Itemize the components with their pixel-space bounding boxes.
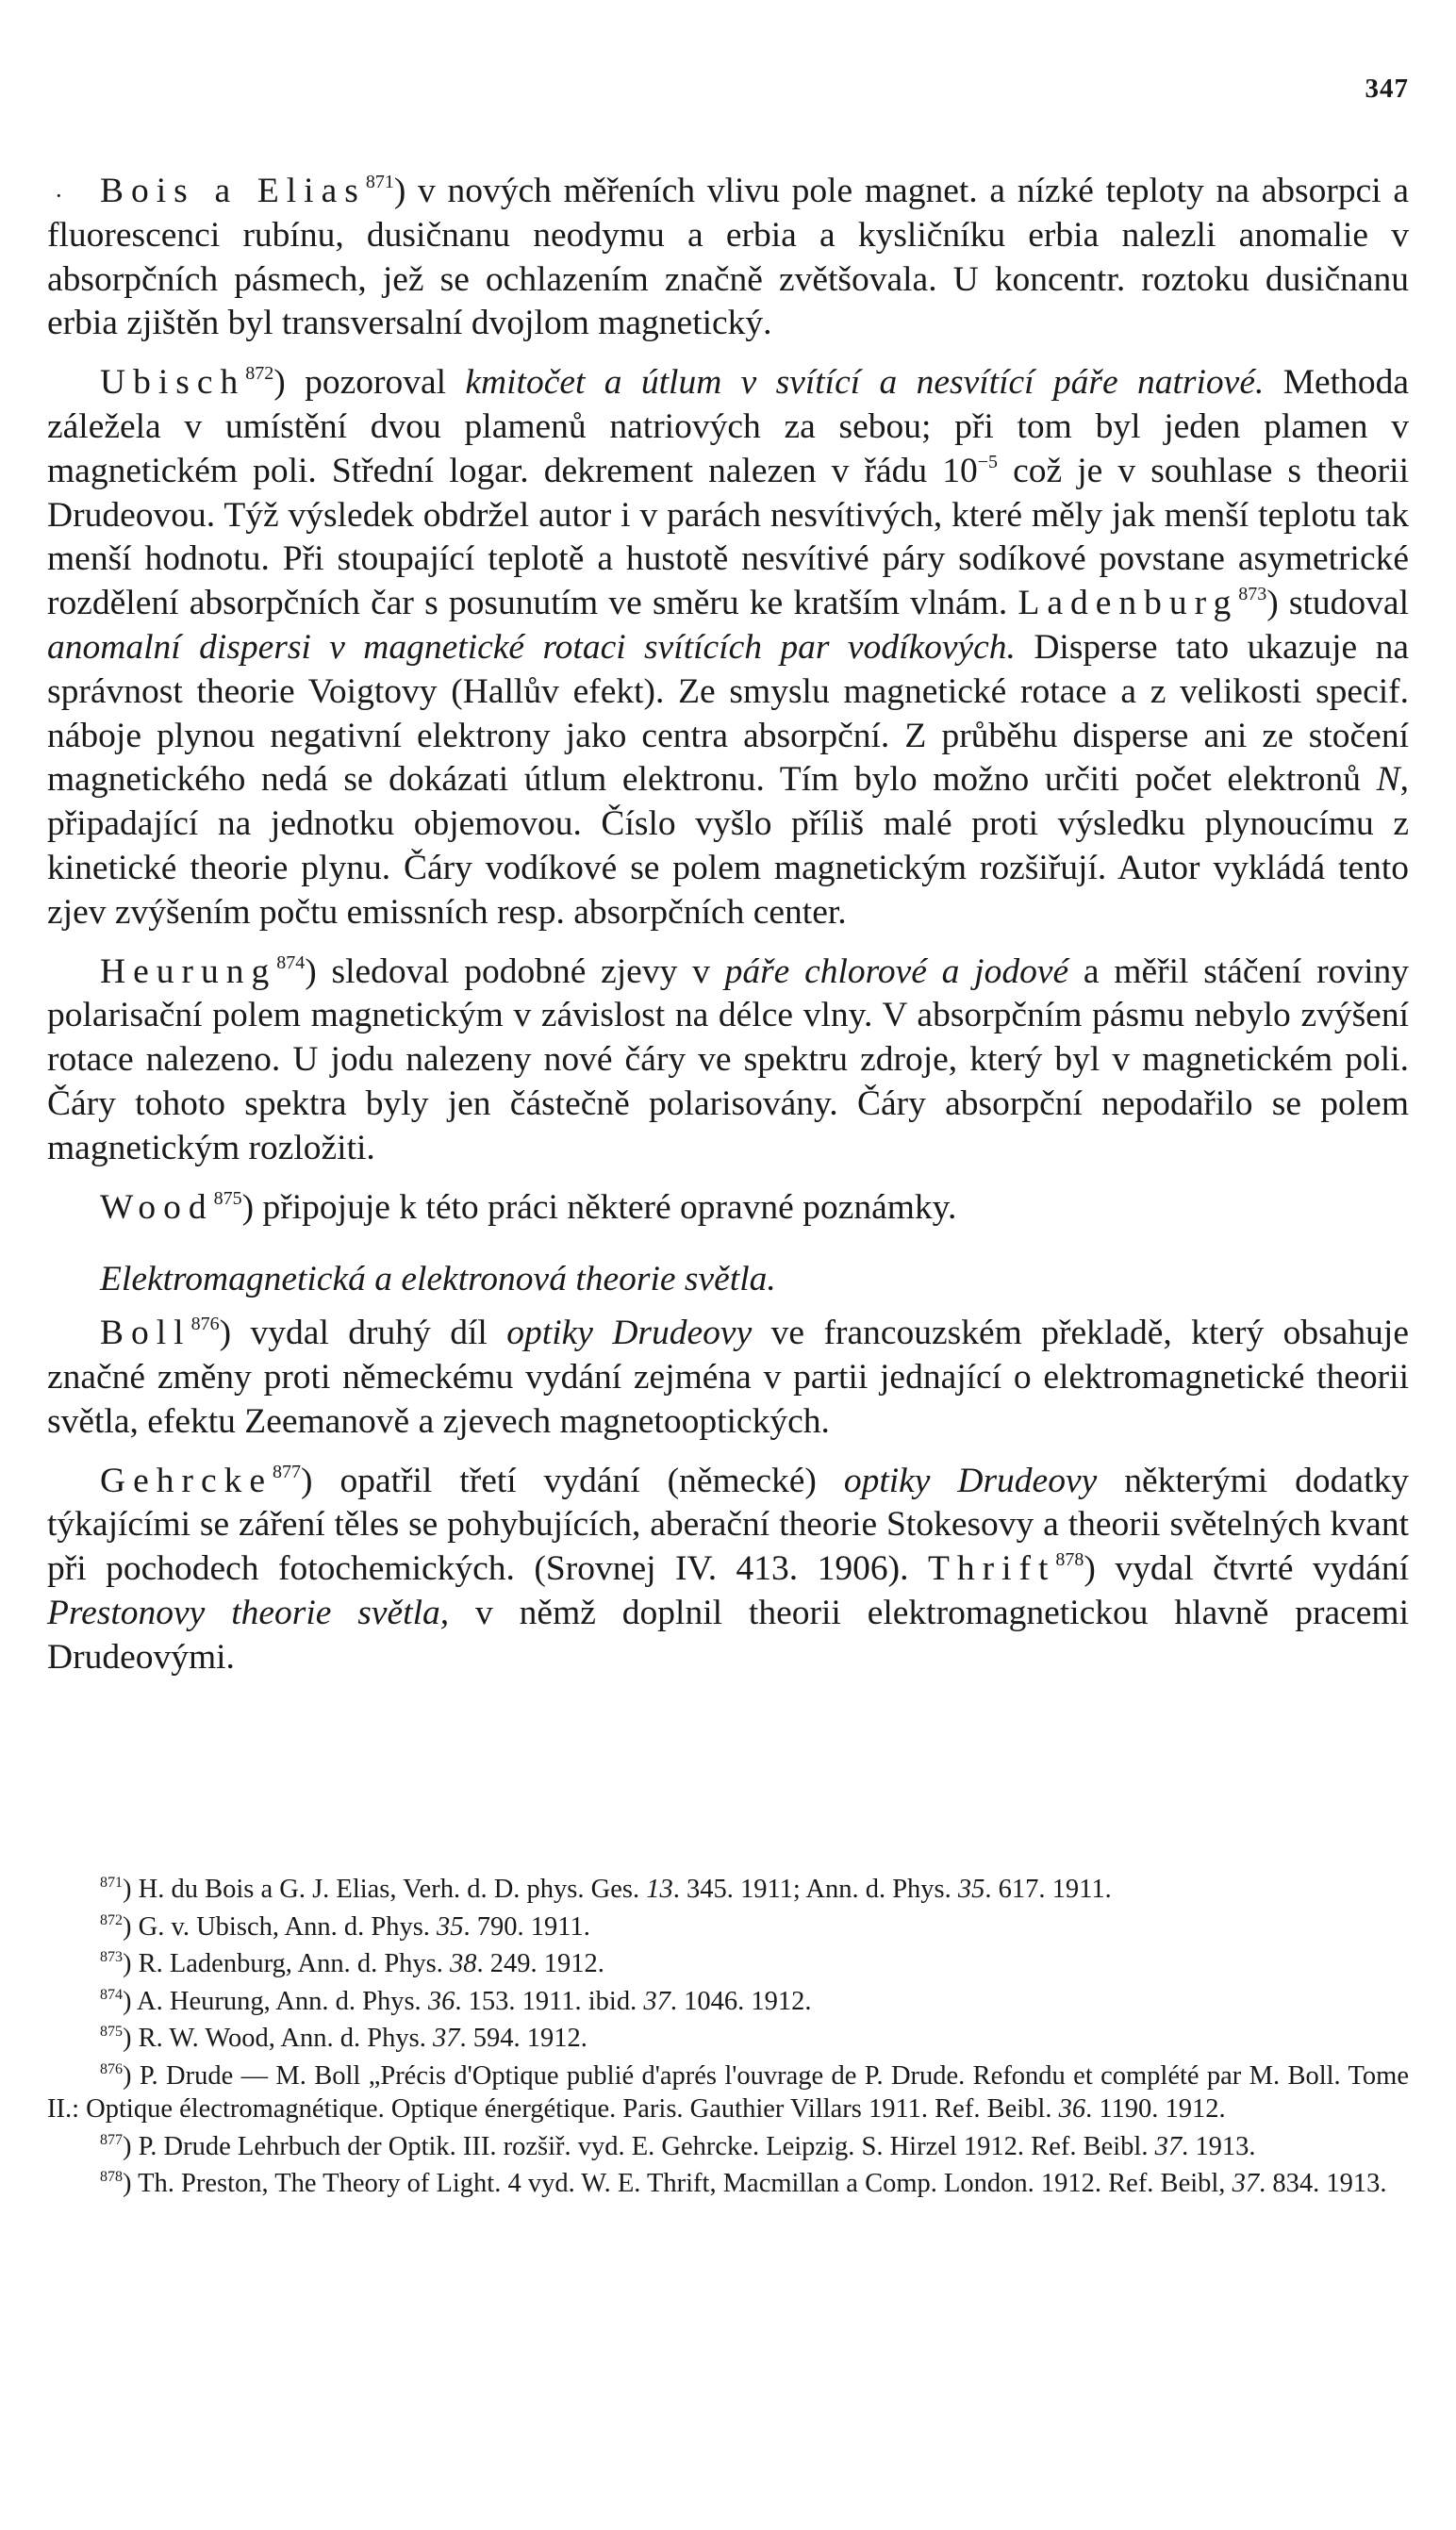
main-text [47, 170, 1409, 1695]
footnote-text: . 594. 1912. [459, 2024, 587, 2053]
italic-symbol: N [1376, 760, 1400, 800]
paragraph-text: ) v nových měřeních vlivu pole magnet. a nízké teploty na absorpci a fluorescenci rubínu, dusičnanu neodymu a erbia a kysličníku erbia nalezli anomalie v absorpčních pásmech, jež se ochlazením značně zvětšovala. U koncentr. roztoku dusičnanu erbia zjištěn byl transversalní dvojlom magnetický. [47, 172, 1409, 343]
italic-title: optiky Drudeovy [506, 1314, 753, 1353]
paragraph-text: některými dodatky týkajícími se záření těles se pohybujících, aberační theorie Stokesovy a theorii světelných kvant při pochodech fotochemických. (Srovnej IV. 413. 1906). [47, 1461, 1409, 1589]
paragraph-wood [47, 1186, 1409, 1231]
footnote-ref[interactable]: 877 [273, 1461, 302, 1482]
footnote-ref[interactable]: 878 [1055, 1549, 1084, 1571]
paragraph-text: ) pozoroval [273, 363, 466, 403]
footnote [47, 2059, 1409, 2126]
paragraph-text: ve francouzském překladě, který obsahuje značné změny proti německému vydání zejména v partii jednající o elektromagnetické theorii světla, efektu Zeemanově a zjevech magnetooptických. [47, 1314, 1409, 1441]
footnote [47, 2022, 1409, 2056]
footnote-text: ) G. v. Ubisch, Ann. d. Phys. [123, 1911, 438, 1942]
page-number: 347 [1365, 74, 1409, 104]
paragraph-gehrcke [47, 1460, 1409, 1680]
paragraph-text: ) opatřil třetí vydání (německé) [301, 1461, 844, 1500]
footnote-number: 871 [100, 1875, 123, 1891]
paragraph-heurung [47, 951, 1409, 1171]
italic-title: kmitočet a útlum v svítící a nesvítící páře natriové. [465, 363, 1265, 403]
footnote [47, 2130, 1409, 2164]
volume-number: 35 [437, 1911, 464, 1942]
footnote-text: ) P. Drude — M. Boll „Précis d'Optique publié d'aprés l'ouvrage de P. Drude. Refondu et complété par M. Boll. Tome II.: Optique électromagnétique. Optique énergétique. Paris. Gauthier Villars 1911. Ref. Beibl. [47, 2060, 1409, 2124]
volume-number: 37 [1154, 2131, 1183, 2161]
italic-title: anomalní dispersi v magnetické rotaci svítících par vodíkových. [47, 627, 1016, 667]
volume-number: 37 [432, 2024, 460, 2053]
footnote-ref[interactable]: 875 [213, 1187, 242, 1209]
footnote [47, 1947, 1409, 1981]
footnote-number: 874 [100, 1986, 123, 2003]
paragraph-text: Methoda záležela v umístění dvou plamenů natriových za sebou; při tom byl jeden plamen v magnetickém poli. Střední logar. dekrement nalezen v řádu 10 [47, 363, 1409, 490]
volume-number: 37 [1232, 2169, 1260, 2198]
footnote [47, 2167, 1409, 2201]
paragraph-text: , připadající na jednotku objemovou. Číslo vyšlo příliš malé proti výsledku plynoucímu z kinetické theorie plynu. Čáry vodíkové se polem magnetickým rozšiřují. Autor vykládá tento zjev zvýšením počtu emissních resp. absorpčních center. [47, 760, 1409, 932]
paragraph-text: ) připojuje k této práci některé opravné poznámky. [241, 1187, 957, 1227]
footnote-text: . 153. 1911. ibid. [455, 1986, 644, 2016]
footnote-ref[interactable]: 873 [1238, 584, 1267, 605]
author-name: Heurung [100, 951, 277, 991]
footnote [47, 1873, 1409, 1907]
footnote [47, 1910, 1409, 1944]
author-name: Wood [100, 1187, 214, 1227]
italic-title: páře chlorové a jodové [724, 951, 1069, 991]
footnote-text: . 249. 1912. [476, 1949, 604, 1978]
footnote-text: ) H. du Bois a G. J. Elias, Verh. d. D. phys. Ges. [123, 1875, 647, 1904]
margin-mark: · [55, 182, 63, 209]
paragraph-text: v němž doplnil theorii elektromagnetickou hlavně pracemi Drudeovými. [47, 1593, 1409, 1677]
footnote-number: 875 [100, 2024, 123, 2040]
author-name: Boll [100, 1314, 191, 1353]
paragraph-bois-elias [47, 170, 1409, 346]
footnotes [47, 1873, 1409, 2205]
footnote-number: 876 [100, 2060, 123, 2077]
footnote-text: . 1190. 1912. [1085, 2094, 1226, 2124]
paragraph-text: což je v souhlase s theorii Drudeovou. Týž výsledek obdržel autor i v parách nesvítivých, které měly jak menší teplotu tak menší hodnotu. Při stoupající teplotě a hustotě nesvítivé páry sodíkové povstane asymetrické rozdělení absorpčních čar s posunutím ve směru ke kratším vlnám. [47, 451, 1409, 623]
paragraph-boll [47, 1312, 1409, 1444]
paragraph-text: a měřil stáčení roviny polarisační polem magnetickým v závislost na délce vlny. V absorpčním pásmu nebylo zvýšení rotace nalezeno. U jodu nalezeny nové čáry ve spektru zdroje, který byl v magnetickém poli. Čáry tohoto spektra byly jen částečně polarisovány. Čáry absorpční nepodařilo se polem magnetickým rozložiti. [47, 951, 1409, 1167]
footnote-text: ) R. Ladenburg, Ann. d. Phys. [123, 1949, 451, 1978]
author-name: Ladenburg [1018, 584, 1239, 623]
footnote-ref[interactable]: 872 [245, 363, 274, 385]
footnote-number: 873 [100, 1949, 123, 1965]
footnote-text: . 1046. 1912. [670, 1986, 812, 2016]
italic-title: Prestonovy theorie světla, [47, 1593, 450, 1632]
footnote-text: . 790. 1911. [463, 1911, 590, 1942]
exponent: −5 [977, 451, 998, 472]
footnote [47, 1985, 1409, 2019]
paragraph-text: ) vydal druhý díl [219, 1314, 507, 1353]
footnote-text: ) A. Heurung, Ann. d. Phys. [123, 1986, 428, 2016]
author-name: Gehrcke [100, 1461, 273, 1500]
footnote-text: . 834. 1913. [1259, 2169, 1387, 2198]
footnote-text: ) R. W. Wood, Ann. d. Phys. [123, 2024, 433, 2053]
footnote-text: . 345. 1911; Ann. d. Phys. [672, 1875, 958, 1904]
footnote-ref[interactable]: 874 [276, 951, 306, 973]
paragraph-text: Disperse tato ukazuje na správnost theorie Voigtovy (Hallův efekt). Ze smyslu magnetické rotace a z velikosti specif. náboje plynou negativní elektrony jako centra absorpční. Z průběhu disperse ani ze stočení magnetického nedá se dokázati útlum elektronu. Tím bylo možno určiti počet elektronů [47, 627, 1409, 800]
footnote-ref[interactable]: 876 [190, 1314, 220, 1335]
footnote-text: . 617. 1911. [984, 1875, 1112, 1904]
author-name: Thrift [927, 1549, 1056, 1589]
italic-title: optiky Drudeovy [843, 1461, 1098, 1500]
section-heading: Elektromagnetická a elektronová theorie světla. [100, 1260, 776, 1299]
volume-number: 38 [450, 1949, 477, 1978]
footnote-number: 878 [100, 2169, 123, 2185]
volume-number: 13 [646, 1875, 673, 1904]
author-name: Bois a Elias [100, 172, 366, 210]
author-name: Ubisch [100, 363, 246, 403]
volume-number: 36 [1058, 2094, 1086, 2124]
footnote-text: ) Th. Preston, The Theory of Light. 4 vyd. W. E. Thrift, Macmillan a Comp. London. 1912. Ref. Beibl, [123, 2169, 1233, 2198]
footnote-text: ) P. Drude Lehrbuch der Optik. III. rozšiř. vyd. E. Gehrcke. Leipzig. S. Hirzel 1912. Ref. Beibl. [123, 2131, 1155, 2161]
footnote-ref[interactable]: 871 [365, 172, 394, 192]
volume-number: 37 [643, 1986, 670, 2016]
footnote-text: . 1913. [1182, 2131, 1256, 2161]
paragraph-ubisch [47, 361, 1409, 934]
footnote-number: 877 [100, 2131, 123, 2148]
paragraph-text: ) studoval [1266, 584, 1409, 623]
volume-number: 36 [427, 1986, 455, 2016]
footnote-number: 872 [100, 1911, 123, 1928]
paragraph-text: ) vydal čtvrté vydání [1084, 1549, 1409, 1589]
volume-number: 35 [957, 1875, 985, 1904]
paragraph-text: ) sledoval podobné zjevy v [305, 951, 725, 991]
